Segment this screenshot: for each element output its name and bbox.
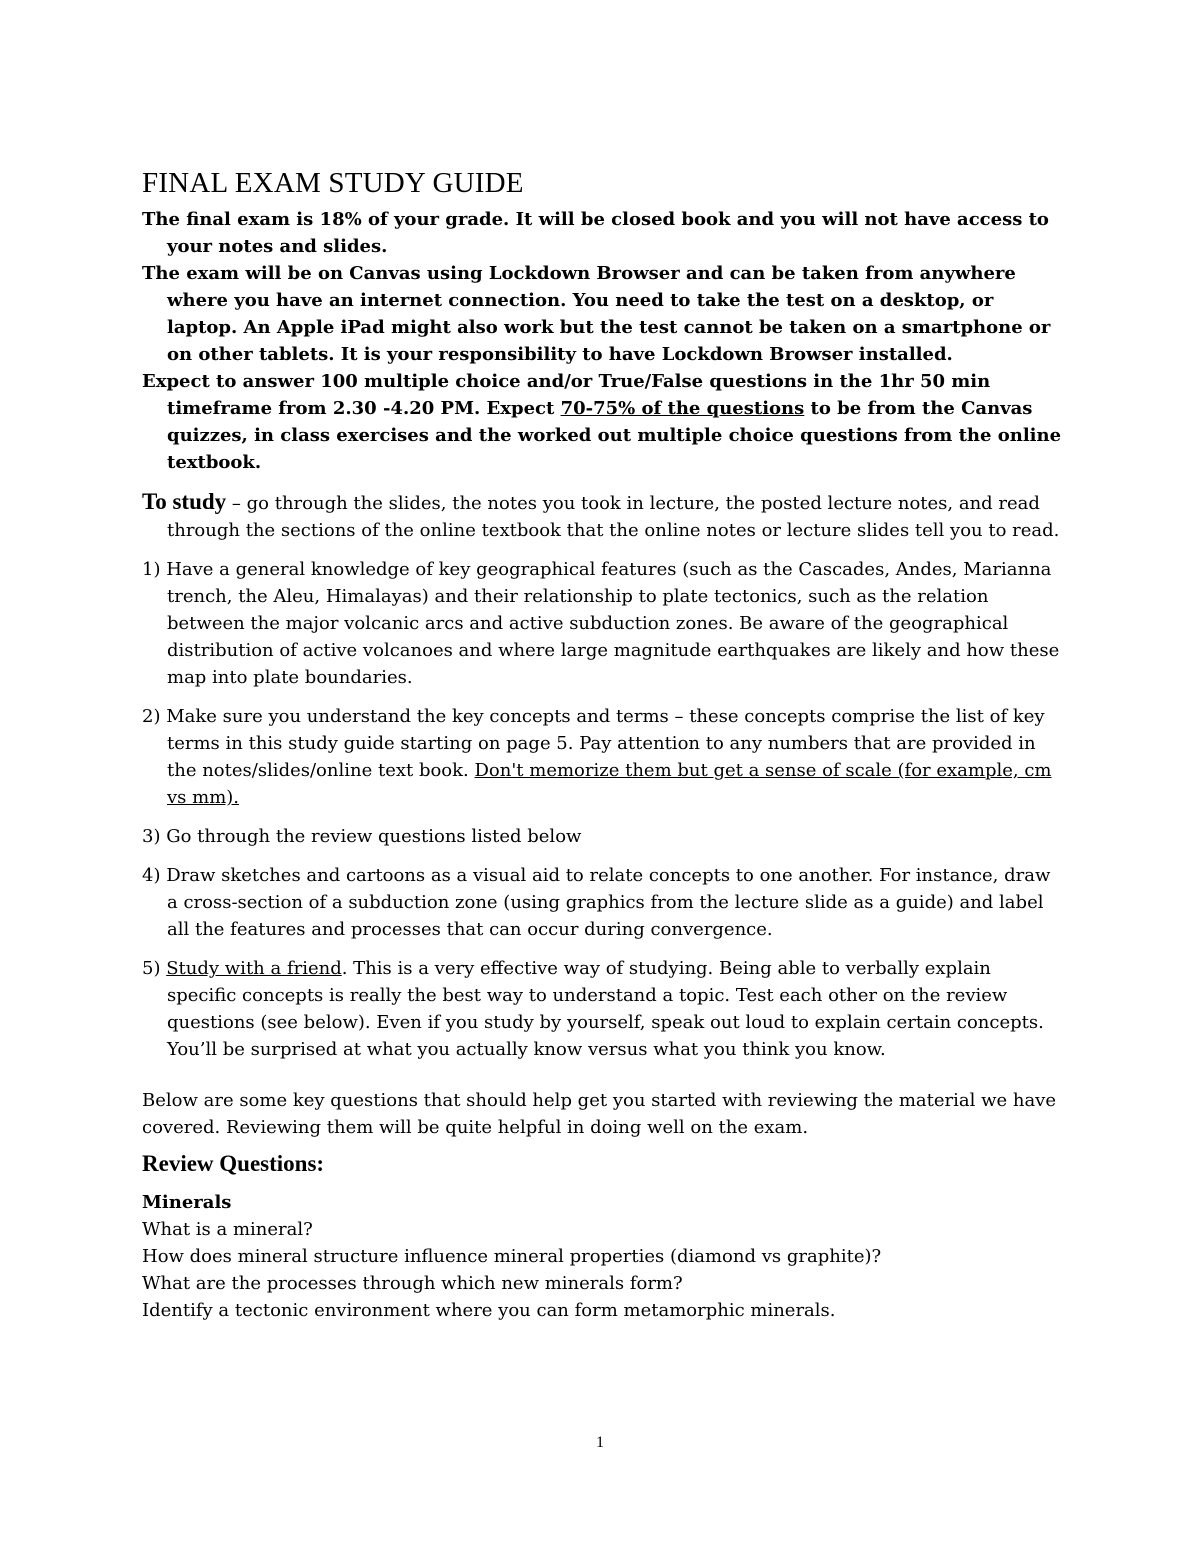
intro-questions-text-start: Expect to answer 100 multiple choice and/or True/False questions in the 1hr 50 min timeframe from 2.30 -4.20 PM. Expect [142, 371, 991, 419]
intro-paragraph-grade: The final exam is 18% of your grade. It will be closed book and you will not have access to your notes and slides. [142, 209, 1049, 257]
study-item-5 [142, 955, 1062, 1063]
review-question: How does mineral structure influence mineral properties (diamond vs graphite)? [142, 1246, 882, 1267]
intro-paragraph-canvas: The exam will be on Canvas using Lockdown Browser and can be taken from anywhere where you have an internet connection. You need to take the test on a desktop, or laptop. An Apple iPad might also work but the test cannot be taken on a smartphone or on other tablets. It is your responsibility to have Lockdown Browser installed. [142, 263, 1051, 365]
intro-questions-underlined: 70-75% of the questions [560, 398, 805, 419]
review-question: Identify a tectonic environment where you can form metamorphic minerals. [142, 1300, 836, 1321]
study-item-2-text: 2) Make sure you understand the key concepts and terms – these concepts comprise the list of key terms in this study guide starting on page 5. Pay attention to any numbers that are provided in the notes/slides/online text book. [142, 706, 1045, 781]
minerals-heading: Minerals [142, 1192, 232, 1213]
study-item-3: 3) Go through the review questions listed below [142, 826, 582, 847]
to-study-text: – go through the slides, the notes you took in lecture, the posted lecture notes, and read through the sections of the online textbook that the online notes or lecture slides tell you to read. [167, 493, 1060, 541]
page-content [142, 166, 1062, 1324]
intro-paragraph-questions [142, 368, 1062, 476]
to-study-lead: To study [142, 489, 227, 514]
study-item-4: 4) Draw sketches and cartoons as a visual aid to relate concepts to one another. For instance, draw a cross-section of a subduction zone (using graphics from the lecture slide as a guide) and label all the features and processes that can occur during convergence. [142, 865, 1051, 940]
review-question: What are the processes through which new minerals form? [142, 1273, 683, 1294]
study-item-2 [142, 703, 1062, 811]
page-title: FINAL EXAM STUDY GUIDE [142, 167, 524, 199]
review-intro-paragraph: Below are some key questions that should help get you started with reviewing the material we have covered. Reviewing them will be quite helpful in doing well on the exam. [142, 1090, 1057, 1138]
study-item-5-text: . This is a very effective way of studying. Being able to verbally explain specific concepts is really the best way to understand a topic. Test each other on the review questions (see below). Even if you study by yourself, speak out loud to explain certain concepts. You’ll be surprised at what you actually know versus what you think you know. [167, 958, 1044, 1060]
page-number: 1 [596, 1434, 604, 1451]
review-questions-heading: Review Questions: [142, 1151, 325, 1176]
study-item-1: 1) Have a general knowledge of key geographical features (such as the Cascades, Andes, Marianna trench, the Aleu, Himalayas) and their relationship to plate tectonics, such as the relation between the major volcanic arcs and active subduction zones. Be aware of the geographical distribution of active volcanoes and where large magnitude earthquakes are likely and how these map into plate boundaries. [142, 559, 1060, 688]
to-study-paragraph [142, 488, 1062, 544]
study-item-2-underlined: Don't memorize them but get a sense of scale (for example, cm vs mm). [167, 760, 1052, 808]
study-item-5-prefix: 5) [142, 958, 167, 979]
review-question: What is a mineral? [142, 1219, 313, 1240]
study-item-5-underlined: Study with a friend [166, 958, 342, 979]
intro-questions-text-end: to be from the Canvas quizzes, in class exercises and the worked out multiple choice questions from the online textbook. [167, 398, 1062, 473]
